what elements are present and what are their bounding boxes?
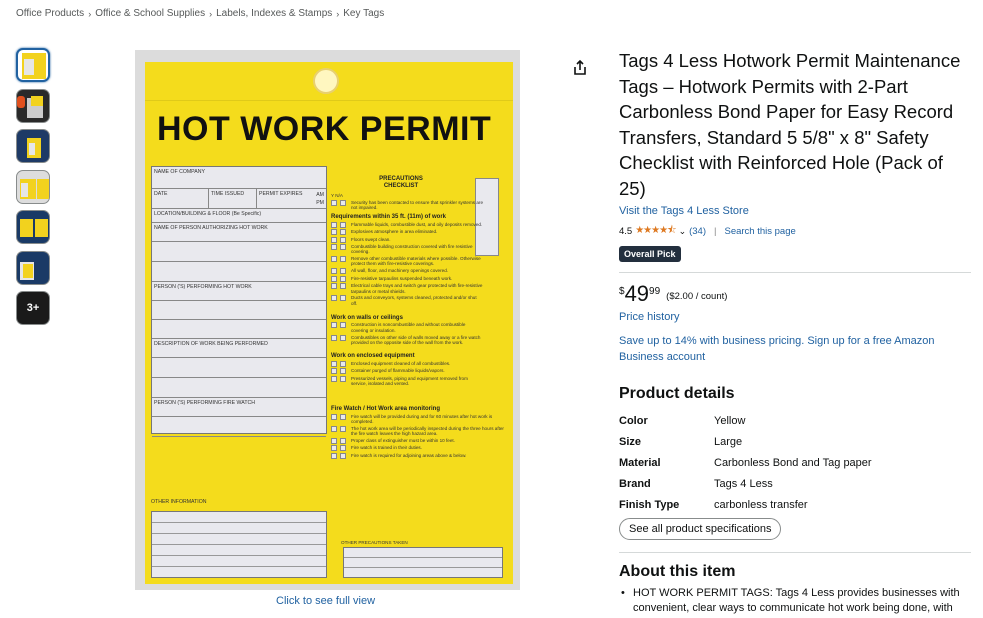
blank-line: [152, 242, 326, 262]
field-authorizing: NAME OF PERSON AUTHORIZING HOT WORK: [152, 223, 326, 242]
price: [619, 283, 971, 305]
field-date-row: [152, 189, 326, 209]
checklist-section-heading: Requirements within 35 ft. (11m) of work: [331, 214, 447, 221]
product-details-heading: Product details: [619, 385, 735, 402]
tag-title: HOT WORK PERMIT: [157, 110, 492, 148]
checklist-item: Construction is noncombustible and without combustible covering or insulation.: [331, 322, 509, 333]
about-this-item-heading: About this item: [619, 563, 736, 580]
breadcrumb-separator: ›: [209, 8, 213, 19]
field-permit-expires: [257, 189, 326, 208]
blank-line: [152, 358, 326, 378]
checklist-item: Enclosed equipment cleaned of all combustibles.: [331, 361, 509, 367]
full-view-link[interactable]: Click to see full view: [276, 595, 376, 607]
field-performing: PERSON ('S) PERFORMING HOT WORK: [152, 282, 326, 301]
price-history-link[interactable]: Price history: [619, 311, 680, 323]
pm-label: PM: [316, 200, 324, 206]
permit-form-fields: [151, 166, 327, 434]
checklist-item: All wall, floor, and machinery openings covered.: [331, 268, 509, 274]
detail-value: Large: [714, 435, 743, 448]
detail-key: Color: [619, 414, 648, 427]
yes-na-header: Y N/A: [331, 193, 343, 198]
reinforced-hole: [313, 68, 339, 94]
fold-line: [145, 100, 513, 101]
other-information-box: [151, 511, 327, 578]
field-location: LOCATION/BUILDING & FLOOR (Be Specific): [152, 209, 326, 223]
product-title: Tags 4 Less Hotwork Permit Maintenance Tags – Hotwork Permits with 2-Part Carbonless Bond Paper for Easy Record Transfers, Standard 5 5/8" x 8" Safety Checklist with Reinforced Hole (Pack of 25): [619, 50, 961, 199]
about-bullets: [619, 586, 971, 616]
checklist-title-line1: PRECAUTIONS: [379, 176, 423, 182]
blank-line: [152, 262, 326, 282]
breadcrumb-labels-indexes-stamps[interactable]: Labels, Indexes & Stamps: [216, 8, 333, 19]
checklist-title-line2: CHECKLIST: [383, 183, 419, 189]
review-count-link[interactable]: (34): [689, 226, 707, 237]
checklist-item: Flammable liquids, combustible dust, and oily deposits removed.: [331, 222, 509, 228]
breadcrumb-office-school-supplies[interactable]: Office & School Supplies: [95, 8, 206, 19]
star-rating-icon[interactable]: ★★★★⯪: [635, 225, 676, 236]
checklist-item: Proper class of extinguisher must be within 10 feet.: [331, 438, 509, 444]
hot-work-permit-tag: [145, 62, 513, 584]
checklist-section-heading: Work on enclosed equipment: [331, 353, 415, 360]
product-info-panel: [619, 48, 971, 616]
checklist-item: Container purged of flammable liquids/vapors.: [331, 368, 509, 374]
other-precautions-box: [343, 547, 503, 578]
checklist-item: Security has been contacted to ensure that sprinkler systems are not impaired.: [331, 200, 509, 211]
detail-value: Carbonless Bond and Tag paper: [714, 456, 872, 469]
blank-line: [152, 437, 326, 454]
rating-value: 4.5: [619, 226, 633, 237]
field-time-issued: TIME ISSUED: [209, 189, 257, 208]
detail-row-color: [619, 410, 971, 431]
detail-key: Finish Type: [619, 498, 680, 511]
blank-line: [152, 301, 326, 320]
checklist-section-heading: Work on walls or ceilings: [331, 314, 403, 321]
checklist-section-heading: Fire Watch / Hot Work area monitoring: [331, 406, 441, 413]
section-divider: [619, 552, 971, 553]
share-icon[interactable]: [571, 59, 589, 77]
checklist-item: Floors swept clean.: [331, 237, 509, 243]
product-details-table: [619, 410, 971, 515]
other-information-label: OTHER INFORMATION: [151, 499, 207, 505]
price-whole: 49: [624, 281, 650, 306]
breadcrumb-office-products[interactable]: Office Products: [16, 8, 85, 19]
unit-price: ($2.00 / count): [666, 291, 728, 302]
checklist-item: Fire watch will be provided during and for 60 minutes after hot work is completed.: [331, 414, 509, 425]
field-company: NAME OF COMPANY: [152, 167, 326, 189]
chevron-down-icon[interactable]: ⌄: [678, 226, 687, 236]
search-this-page-link[interactable]: Search this page: [724, 226, 796, 237]
breadcrumb-key-tags[interactable]: Key Tags: [343, 8, 385, 19]
price-fraction: 99: [649, 286, 661, 297]
detail-value: Tags 4 Less: [714, 477, 773, 490]
checklist-item: Electrical cable trays and switch gear protected with fire-resistive tarpaulins or metal shields.: [331, 283, 509, 294]
checklist-item: Remove other combustible materials where possible. Otherwise protect them with fire-resistive coverings.: [331, 256, 509, 267]
detail-key: Size: [619, 435, 642, 448]
detail-value: Yellow: [714, 414, 746, 427]
detail-key: Brand: [619, 477, 651, 490]
thumbnail-1[interactable]: [16, 48, 50, 82]
field-fire-watch: PERSON ('S) PERFORMING FIRE WATCH: [152, 398, 326, 417]
price-symbol: $: [619, 286, 625, 297]
thumbnail-3[interactable]: [16, 129, 50, 163]
checklist-item: The hot work area will be periodically inspected during the three hours after the fire watch leaves the high hazard area.: [331, 426, 509, 437]
store-link[interactable]: Visit the Tags 4 Less Store: [619, 205, 749, 217]
blank-line: [152, 417, 326, 437]
divider: |: [714, 226, 717, 237]
checklist-item: Fire-resistive tarpaulins suspended beneath work.: [331, 276, 509, 282]
main-product-image[interactable]: [135, 50, 520, 590]
thumbnail-6[interactable]: [16, 251, 50, 285]
breadcrumb: [16, 8, 384, 19]
breadcrumb-separator: ›: [336, 8, 340, 19]
thumbnail-5[interactable]: [16, 210, 50, 244]
field-description: DESCRIPTION OF WORK BEING PERFORMED: [152, 339, 326, 358]
checklist-item: Combustibles on other side of walls moved away or a fire watch provided on the opposite side of the wall from the work.: [331, 335, 509, 346]
checklist-item: Fire watch is required for adjoining areas above & below.: [331, 453, 509, 459]
thumbnail-more[interactable]: [16, 291, 50, 325]
detail-row-size: [619, 431, 971, 452]
blank-line: [152, 320, 326, 339]
detail-value: carbonless transfer: [714, 498, 808, 511]
business-pricing-link[interactable]: Save up to 14% with business pricing. Sign up for a free Amazon Business account: [619, 335, 935, 363]
detail-row-brand: [619, 473, 971, 494]
other-precautions-label: OTHER PRECAUTIONS TAKEN: [341, 540, 408, 545]
thumbnail-2[interactable]: [16, 89, 50, 123]
section-divider: [619, 272, 971, 273]
am-label: AM: [316, 192, 324, 198]
detail-row-finish-type: [619, 494, 971, 515]
see-all-specifications-button[interactable]: See all product specifications: [619, 518, 781, 540]
permit-expires-label: PERMIT EXPIRES: [259, 191, 303, 197]
checklist-item: Combustible building construction covered with fire resistive covering.: [331, 244, 509, 255]
thumbnail-4[interactable]: [16, 170, 50, 204]
checklist-item: Explosives atmosphere in area eliminated.: [331, 229, 509, 235]
overall-pick-badge[interactable]: Overall Pick: [619, 246, 681, 262]
detail-key: Material: [619, 456, 661, 469]
checklist-item: Fire watch is trained in their duties.: [331, 445, 509, 451]
precautions-checklist: [331, 176, 509, 459]
rating-row: [619, 223, 971, 240]
checklist-item: Pressurized vessels, piping and equipment removed from service, isolated and vented.: [331, 376, 509, 387]
checklist-title: [331, 176, 471, 190]
breadcrumb-separator: ›: [88, 8, 92, 19]
about-bullet: • HOT WORK PERMIT TAGS: Tags 4 Less provides businesses with convenient, clear ways to communicate hot work being done, with: [619, 586, 971, 616]
blank-line: [152, 378, 326, 398]
detail-row-material: [619, 452, 971, 473]
thumbnail-strip: [16, 48, 50, 332]
more-images-label: 3+: [26, 302, 40, 314]
checklist-item: Ducts and conveyors, systems cleaned, protected and/or shut off.: [331, 295, 509, 306]
field-date: DATE: [152, 189, 209, 208]
